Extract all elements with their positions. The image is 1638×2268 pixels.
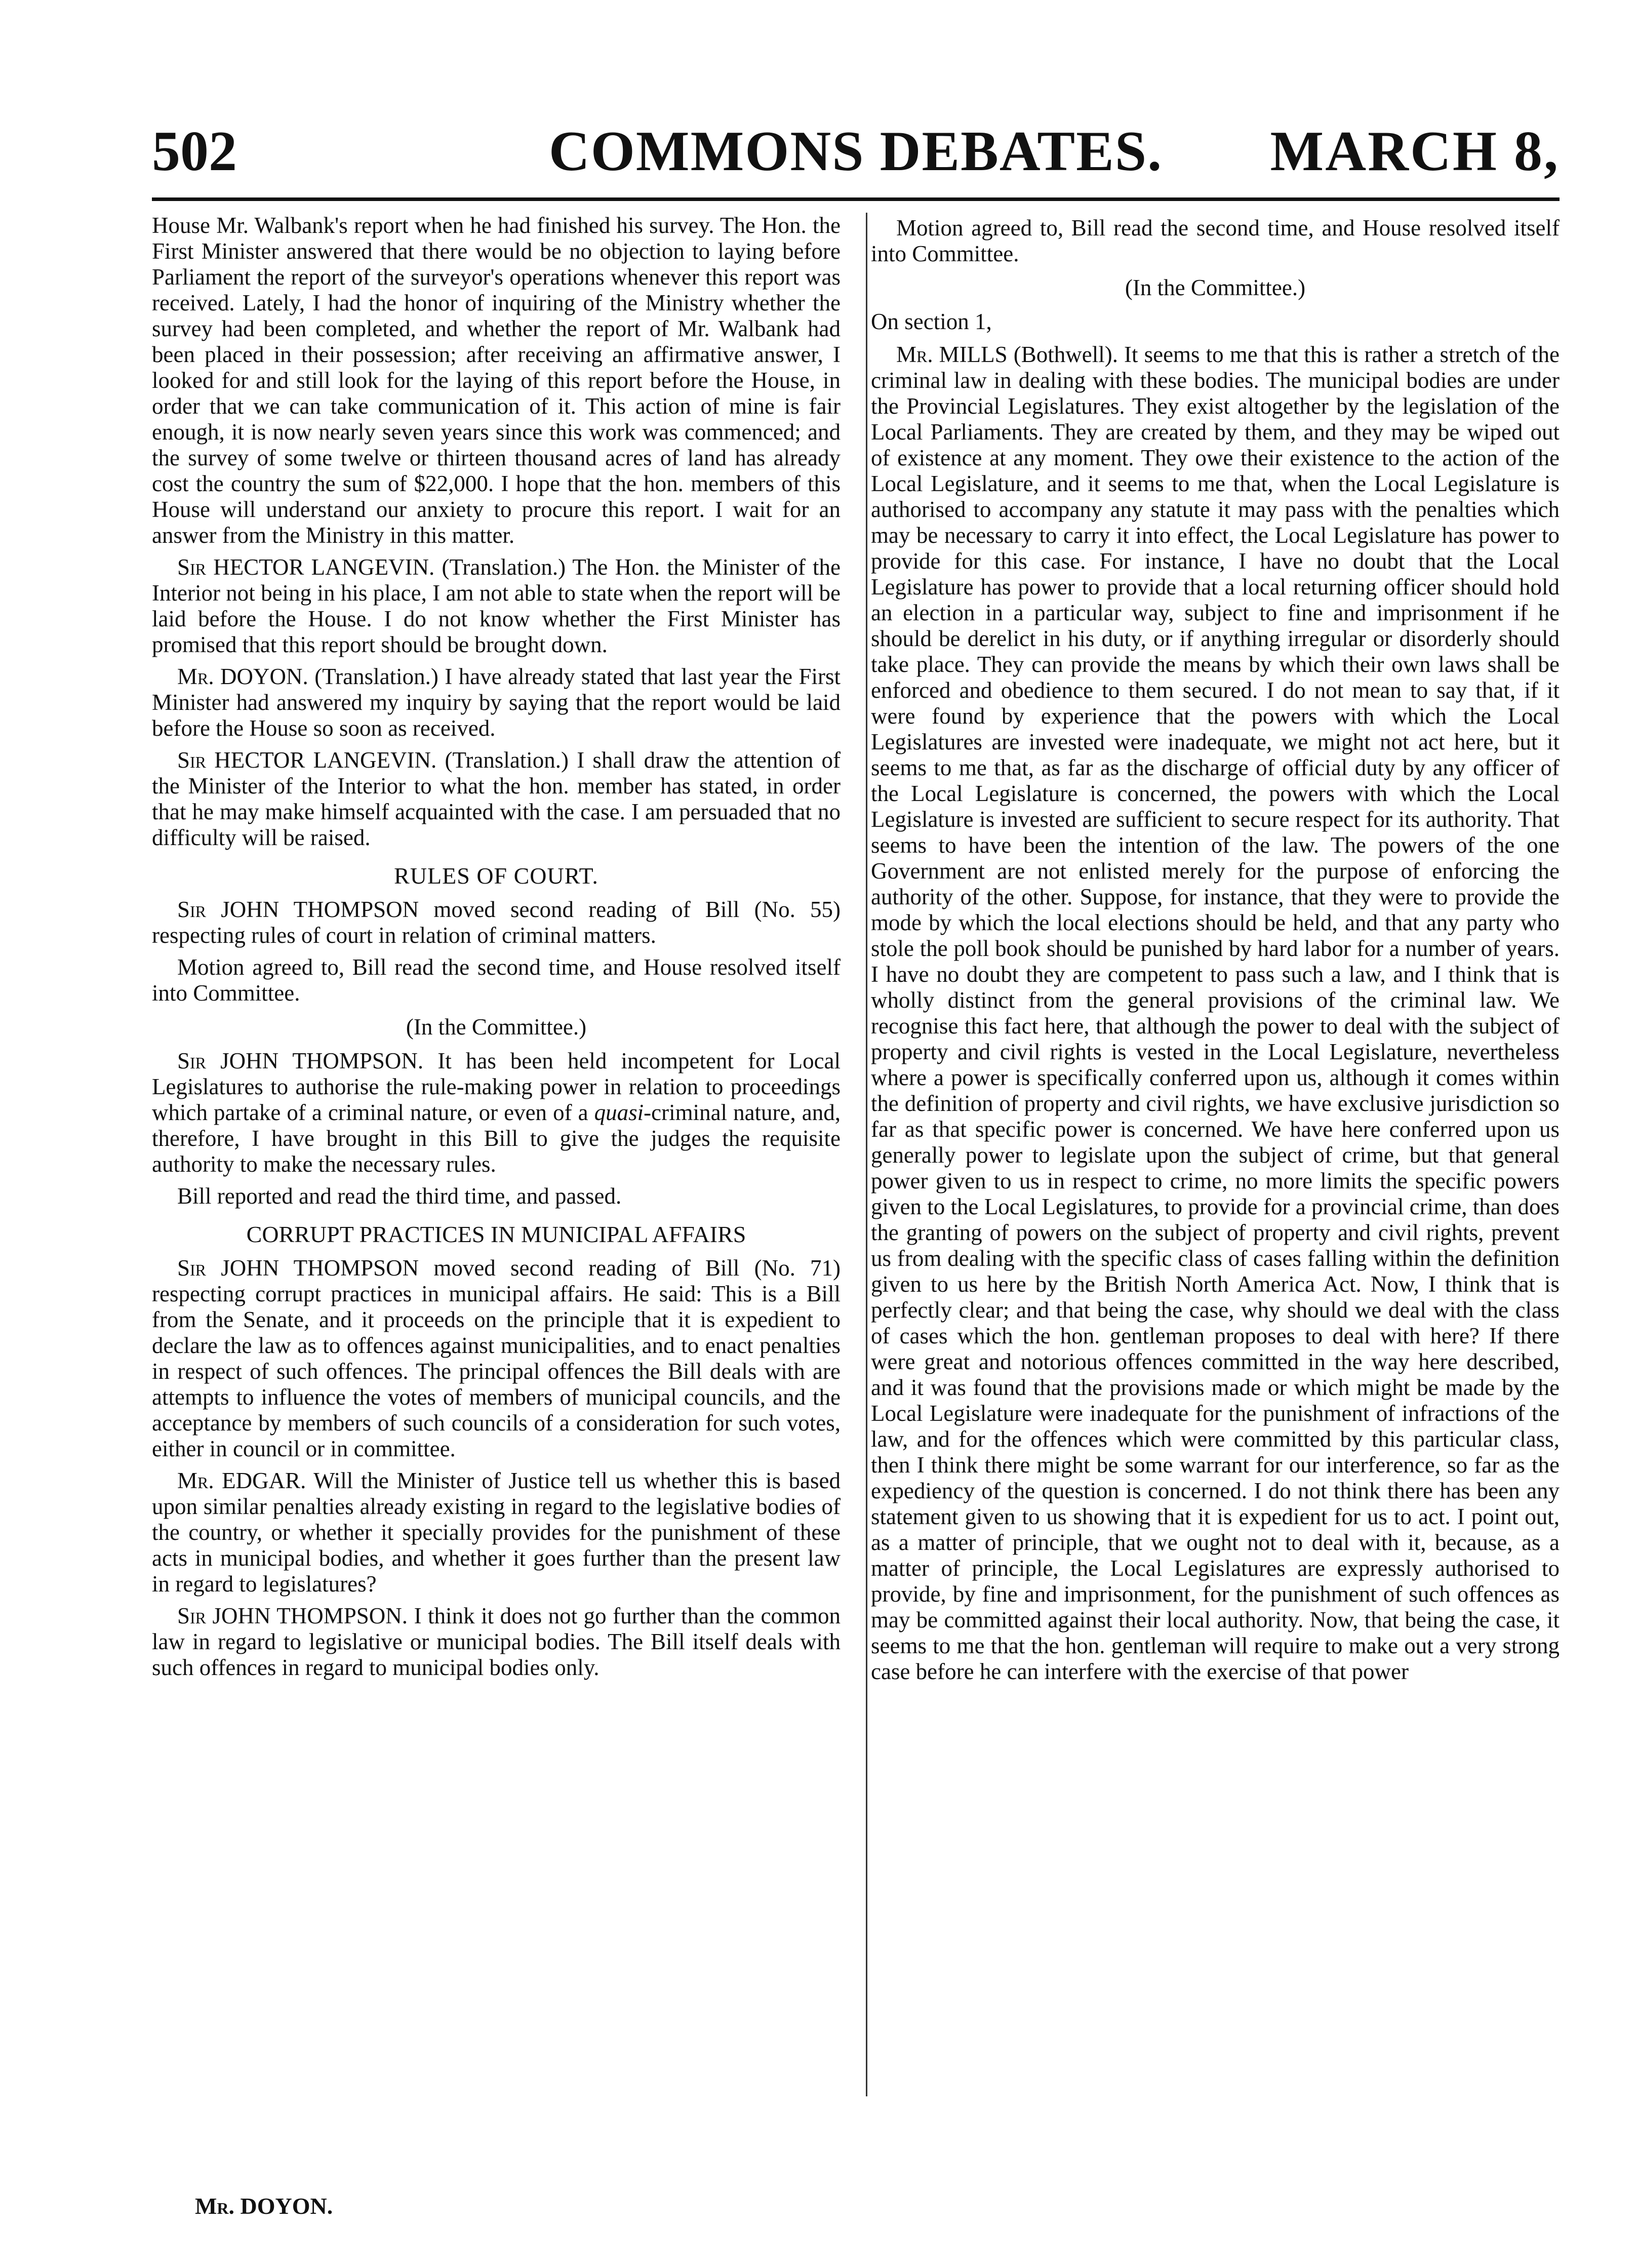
paragraph: House Mr. Walbank's report when he had finished his survey. The Hon. the First Minister answered that there would be no objection to laying before Parliament the report of the surveyor's operations whenever this report was received. Lately, I had the honor of inquiring of the Ministry whether the survey had been completed, and whether the report of Mr. Walbank had been placed in their possession; after receiving an affirmative answer, I looked for and still look for the laying of this report before the House, in order that we can take communication of it. This action of mine is fair enough, it is now nearly seven years since this work was commenced; and the survey of some twelve or thirteen thousand acres of land has already cost the country the sum of $22,000. I hope that the hon. members of this House will understand our anxiety to procure this report. I wait for an answer from the Ministry in this matter. bbox=[152, 213, 841, 548]
speaker-name: Sir HECTOR LANGEVIN. bbox=[177, 554, 435, 580]
left-column bbox=[152, 213, 841, 2137]
speaker-name: Sir JOHN THOMPSON. bbox=[177, 1603, 408, 1628]
speech-text: (Translation.) The Hon. the Minister of the Interior not being in his place, I am not able to state when the report will be laid before the House. I do not know whether the First Minister has promised that this report should be brought down. bbox=[152, 554, 841, 657]
speech-text: It has been held incompetent for Local Legislatures to authorise the rule-making power in relation to proceedings which partake of a criminal nature, or even of a bbox=[152, 1048, 841, 1125]
speech-text: moved second reading of Bill (No. 71) respecting corrupt practices in municipal affairs. He said: This is a Bill from the Senate, and it proceeds on the principle that it is expedient to declare the law as to offences against municipalities, and to enact penalties in respect of such offences. The principal offences the Bill deals with are attempts to influence the votes of members of municipal councils, and the acceptance by members of such councils of a consideration for such votes, either in council or in committee. bbox=[152, 1255, 841, 1461]
speech-text: Will the Minister of Justice tell us whether this is based upon similar penalties already existing in regard to the legislative bodies of the country, or whether it specially provides for the punishment of these acts in municipal bodies, and whether it goes further than the present law in regard to legislatures? bbox=[152, 1468, 841, 1597]
paragraph: Motion agreed to, Bill read the second time, and House resolved itself into Committee. bbox=[871, 215, 1560, 266]
column-divider bbox=[866, 213, 867, 2096]
italic-term: quasi bbox=[594, 1100, 644, 1125]
speech-text: I think it does not go further than the common law in regard to legislative or municipal bodies. The Bill itself deals with such offences in regard to municipal bodies only. bbox=[152, 1603, 841, 1680]
section-heading: CORRUPT PRACTICES IN MUNICIPAL AFFAIRS bbox=[246, 1221, 746, 1247]
speech-text: moved second reading of Bill (No. 55) respecting rules of court in relation of criminal matters. bbox=[152, 897, 841, 948]
speaker-name: Sir JOHN THOMPSON. bbox=[177, 1048, 424, 1073]
speech-paragraph bbox=[152, 1255, 841, 1462]
speech-text: -criminal nature, and, therefore, I have brought in this Bill to give the judges the requisite authority to make the necessary rules. bbox=[152, 1100, 841, 1177]
speech-paragraph bbox=[152, 1603, 841, 1681]
section-heading: RULES OF COURT. bbox=[394, 863, 598, 889]
speech-paragraph bbox=[152, 1048, 841, 1177]
right-column bbox=[871, 215, 1560, 2139]
speaker-name: Mr. EDGAR. bbox=[177, 1468, 306, 1493]
speaker-name: Sir JOHN THOMPSON bbox=[177, 1255, 419, 1281]
speech-paragraph bbox=[871, 342, 1560, 1685]
committee-note: (In the Committee.) bbox=[406, 1014, 587, 1040]
speaker-name: Mr. DOYON. bbox=[177, 664, 308, 689]
committee-note: (In the Committee.) bbox=[1125, 275, 1306, 300]
speaker-name: Sir HECTOR LANGEVIN. bbox=[177, 747, 437, 773]
speech-text: (Translation.) I have already stated that last year the First Minister had answered my inquiry by saying that the report would be laid before the House so soon as received. bbox=[152, 664, 841, 741]
header-rule bbox=[152, 197, 1560, 201]
speech-text: (Translation.) I shall draw the attention of the Minister of the Interior to what the hon. member has stated, in order that he may make himself acquainted with the case. I am persuaded that no difficulty will be raised. bbox=[152, 747, 841, 850]
section-note: On section 1, bbox=[871, 309, 992, 334]
paragraph: Motion agreed to, Bill read the second time, and House resolved itself into Committee. bbox=[152, 954, 841, 1006]
speech-paragraph bbox=[152, 664, 841, 741]
speech-paragraph bbox=[152, 1468, 841, 1597]
speech-paragraph bbox=[152, 554, 841, 658]
paragraph: Bill reported and read the third time, and passed. bbox=[177, 1183, 622, 1209]
speaker-name: Mr. MILLS bbox=[896, 342, 1008, 367]
running-header bbox=[152, 119, 1560, 190]
footer-speaker: Mr. DOYON. bbox=[195, 2193, 333, 2219]
speech-text: (Bothwell). It seems to me that this is rather a stretch of the criminal law in dealing with these bodies. The municipal bodies are under the Provincial Legislatures. They exist altogether by the legislation of the Local Parliaments. They are created by them, and they may be wiped out of existence at any moment. They owe their existence to the action of the Local Legislature, and it seems to me that, when the Local Legislature is authorised to accompany any statute it may pass with the penalties which may be necessary to carry it into effect, the Local Legislature has power to provide for this case. For instance, I have no doubt that the Local Legislature has power to provide that a local returning officer should hold an election in a particular way, subject to fine and imprisonment if he should be derelict in his duty, or if anything irregular or disorderly should take place. They can provide the means by which their own laws shall be enforced and obedience to them secured. I do not mean to say that, if it were found by experience that the powers with which the Local Legislatures are invested were inadequate, we might not act here, but it seems to me that, as far as the discharge of official duty by any officer of the Local Legislature is concerned, the powers with which the Local Legislature is invested are sufficient to secure respect for its authority. That seems to have been the intention of the law. The powers of the one Government are not enlisted merely for the purpose of enforcing the authority of the other. Suppose, for instance, that they were to provide the mode by which the local elections should be held, and that any party who stole the poll book should be punished by hard labor for a number of years. I have no doubt they are competent to pass such a law, and I think that is wholly distinct from the general provisions of the criminal law. We recognise this fact here, that although the power to deal with the subject of property and civil rights is vested in the Local Legislature, nevertheless where a power is specifically conferred upon us, although it comes within the definition of property and civil rights, we have exclusive jurisdiction so far as that specific power is concerned. We have here conferred upon us generally power to legislate upon the subject of crime, but that general power given to us in respect to crime, no more limits the specific powers given to the Local Legislatures, to provide for a provincial crime, than does the granting of powers on the subject of property and civil rights, prevent us from dealing with the specific class of cases falling within the definition given to us here by the British North America Act. Now, I think that is perfectly clear; and that being the case, why should we deal with the class of cases which the hon. gentleman proposes to deal with here? If there were great and notorious offences committed in the way here described, and it was found that the provisions made or which might be made by the Local Legislature were inadequate for the punishment of infractions of the law, and for the offences which were committed by this particular class, then I think there might be some warrant for our interference, so far as the expediency of the question is concerned. I do not think there has been any statement given to us showing that it is expedient for us to act. I point out, as a matter of principle, that we ought not to deal with it, because, as a matter of principle, the Local Legislatures are expressly authorised to provide, by fine and imprisonment, for the punishment of such offences as may be committed against their local authority. Now, that being the case, it seems to me that the hon. gentleman will require to make out a very strong case before he can interfere with the exercise of that power bbox=[871, 342, 1560, 1684]
page-number: 502 bbox=[152, 120, 237, 183]
speech-paragraph bbox=[152, 897, 841, 948]
header-date: MARCH 8, bbox=[1270, 120, 1560, 183]
speaker-name: Sir JOHN THOMPSON bbox=[177, 897, 419, 922]
speech-paragraph bbox=[152, 747, 841, 851]
journal-title: COMMONS DEBATES. bbox=[548, 120, 1163, 183]
